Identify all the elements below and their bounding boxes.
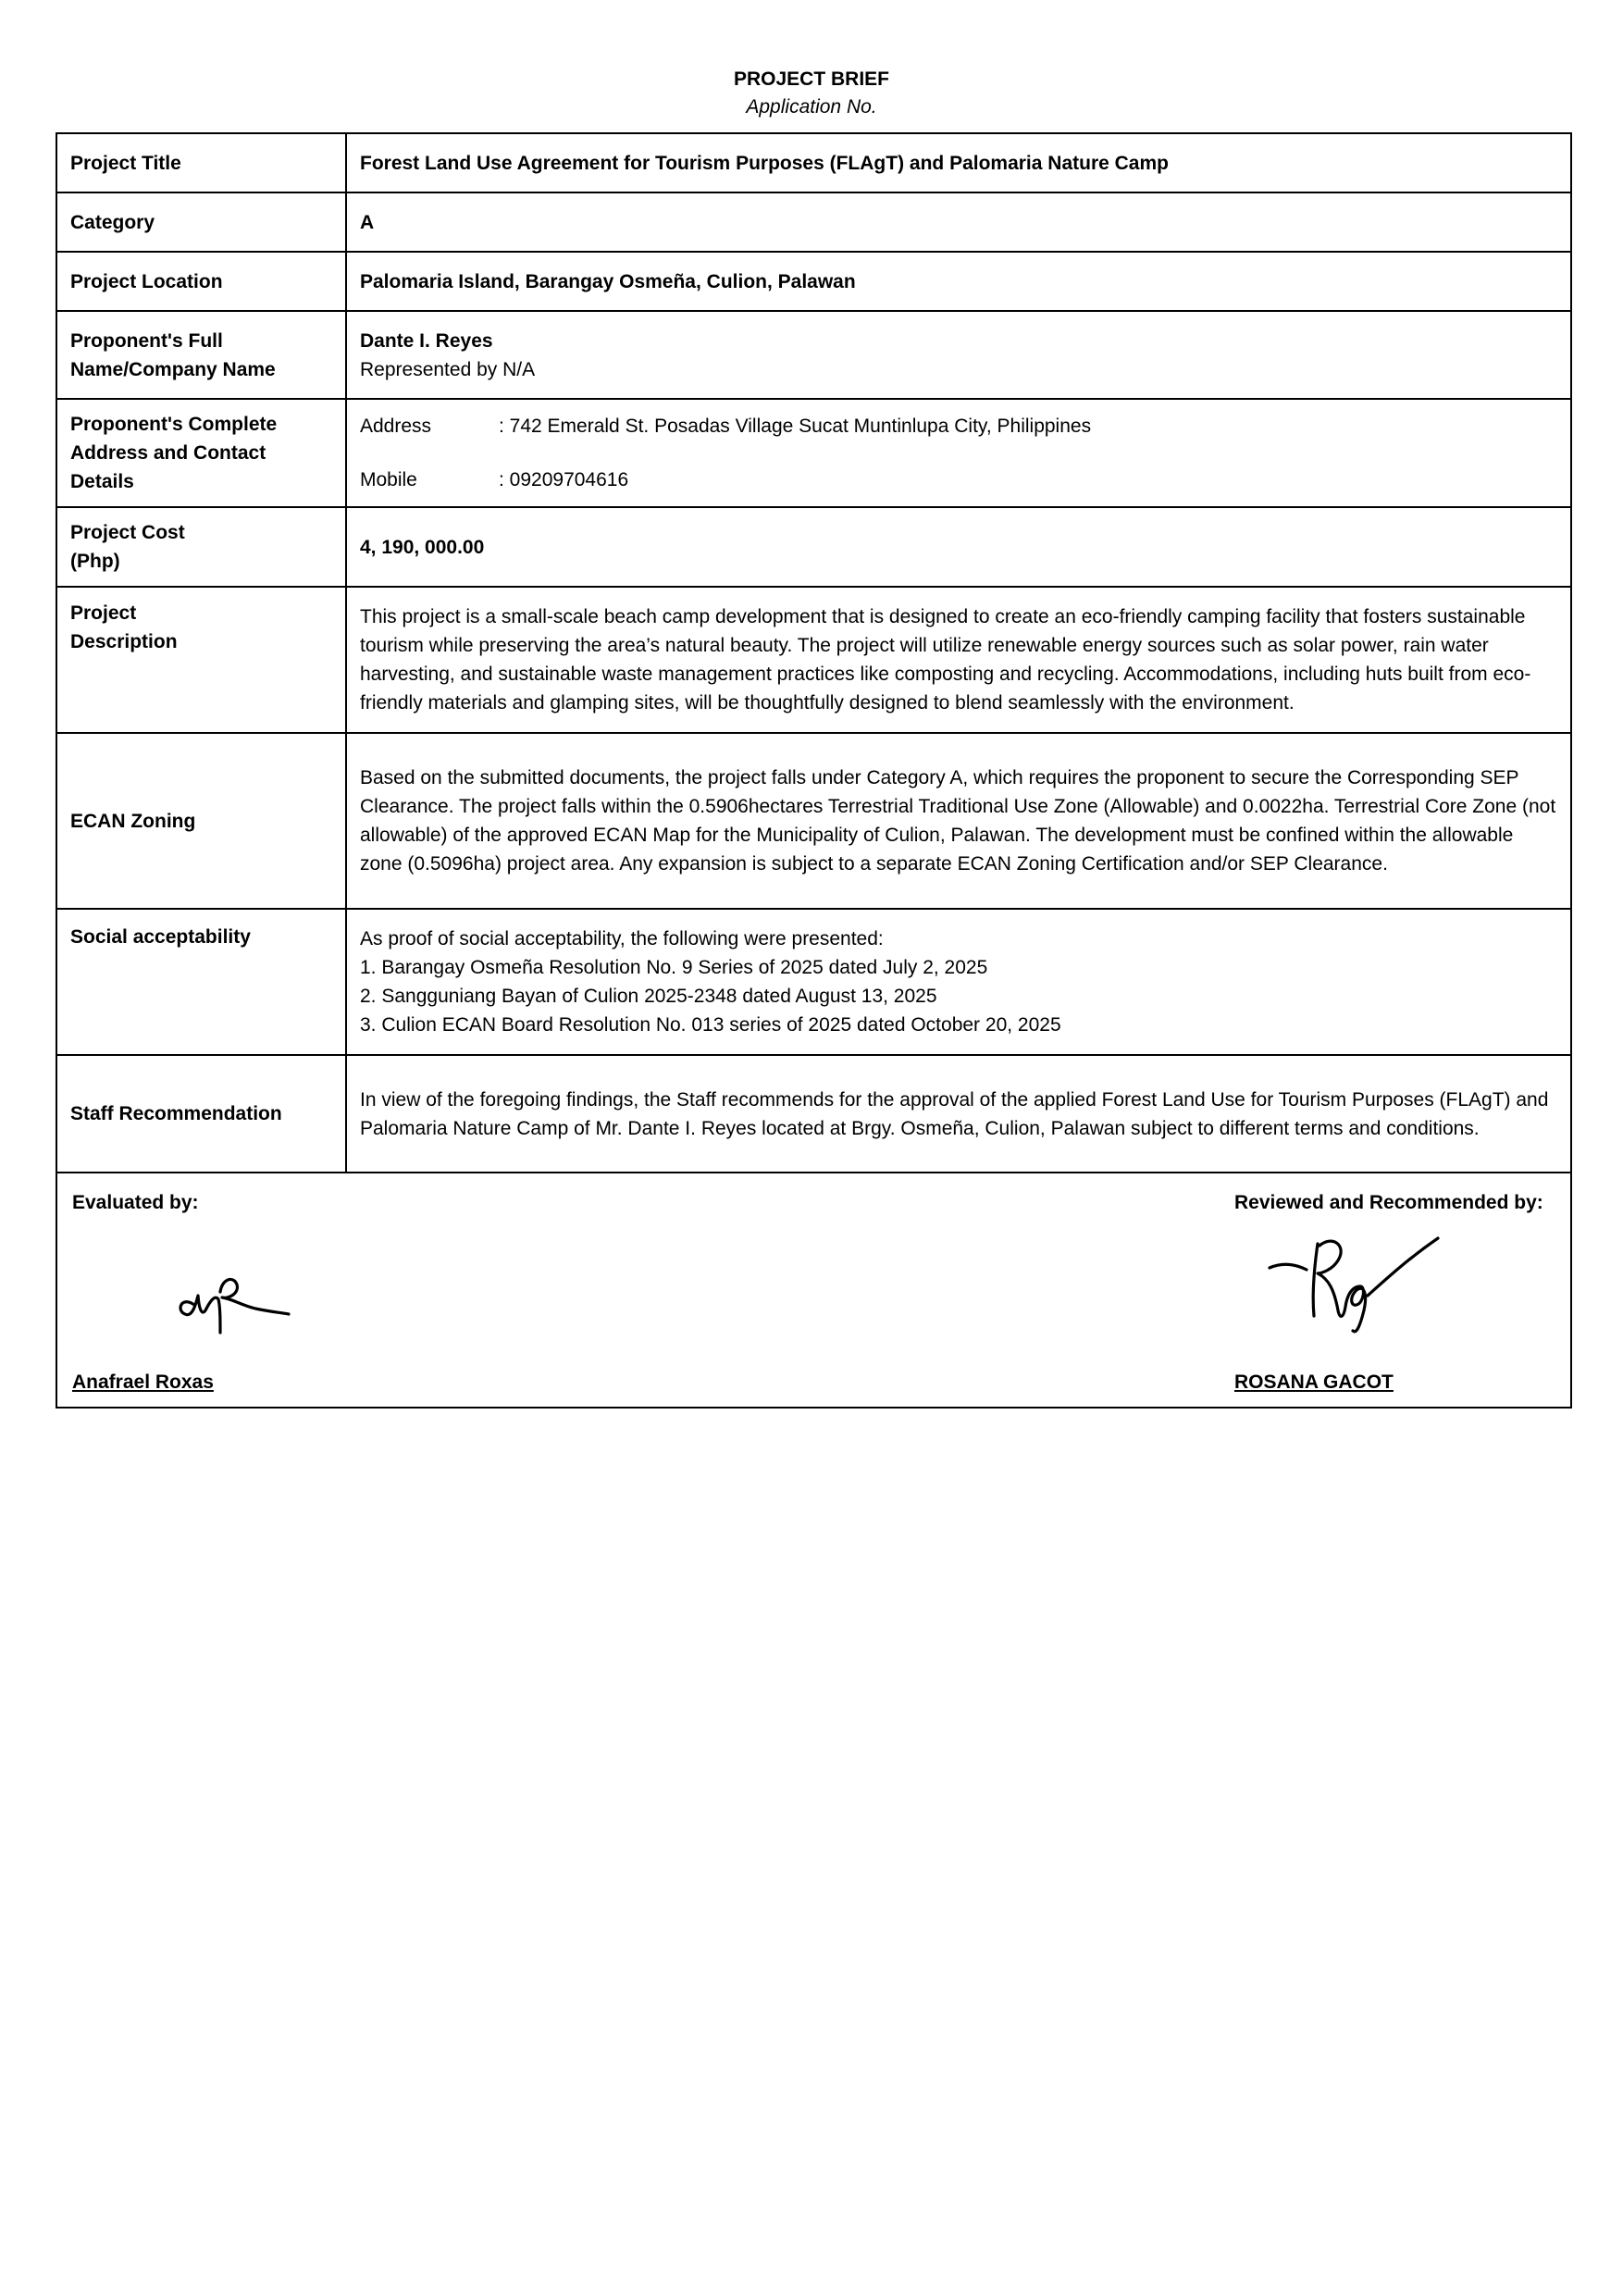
reviewer-signature (1260, 1229, 1538, 1359)
proponent-represented: Represented by N/A (360, 358, 536, 380)
mobile-line (360, 465, 1557, 494)
social-label: Social acceptability (56, 909, 346, 1055)
social-item: 3. Culion ECAN Board Resolution No. 013 series of 2025 dated October 20, 2025 (360, 1014, 1061, 1036)
application-number-label: Application No. (746, 96, 877, 118)
evaluated-by-label: Evaluated by: (72, 1192, 199, 1213)
contact-label: Proponent's Complete Address and Contact Details (56, 399, 346, 507)
row-proponent (56, 311, 1571, 399)
address-line (360, 412, 1557, 441)
description-value: This project is a small-scale beach camp development that is designed to create an eco-friendly camping facility that fosters sustainable tourism while preserving the area’s natural beauty. The project will utilize renewable energy sources such as solar power, rain water harvesting, and sustainable waste management practices like composting and recycling. Accommodations, including huts built from eco-friendly materials and glamping sites, will be thoughtfully designed to blend seamlessly with the environment. (346, 587, 1571, 733)
category-label: Category (56, 192, 346, 252)
project-title-value: Forest Land Use Agreement for Tourism Purposes (FLAgT) and Palomaria Nature Camp (346, 133, 1571, 192)
project-title-label: Project Title (56, 133, 346, 192)
row-ecan (56, 733, 1571, 909)
contact-value (346, 399, 1571, 507)
row-social (56, 909, 1571, 1055)
location-value: Palomaria Island, Barangay Osmeña, Culion, Palawan (346, 252, 1571, 311)
document-header (0, 67, 1623, 120)
address-value: : 742 Emerald St. Posadas Village Sucat Muntinlupa City, Philippines (499, 416, 1092, 437)
evaluator-name: Anafrael Roxas (72, 1371, 214, 1393)
evaluator-signature (168, 1247, 353, 1340)
cost-value: 4, 190, 000.00 (346, 507, 1571, 587)
ecan-value: Based on the submitted documents, the project falls under Category A, which requires the proponent to secure the Corresponding SEP Clearance. The project falls within the 0.5906hectares Terrestrial Traditional Use Zone (Allowable) and 0.0022ha. Terrestrial Core Zone (not allowable) of the approved ECAN Map for the Municipality of Culion, Palawan. The development must be confined within the allowable zone (0.5096ha) project area. Any expansion is subject to a separate ECAN Zoning Certification and/or SEP Clearance. (346, 733, 1571, 909)
social-item: 2. Sangguniang Bayan of Culion 2025-2348 dated August 13, 2025 (360, 986, 937, 1007)
reviewed-by-label: Reviewed and Recommended by: (1234, 1192, 1543, 1213)
row-recommendation (56, 1055, 1571, 1173)
document-title: PROJECT BRIEF (733, 68, 890, 90)
location-label: Project Location (56, 252, 346, 311)
recommendation-label: Staff Recommendation (56, 1055, 346, 1173)
row-cost (56, 507, 1571, 587)
signature-block (56, 1173, 1571, 1408)
mobile-key: Mobile (360, 469, 417, 490)
row-location (56, 252, 1571, 311)
proponent-value (346, 311, 1571, 399)
social-value (346, 909, 1571, 1055)
project-brief-table (56, 132, 1572, 1409)
row-category (56, 192, 1571, 252)
category-value: A (346, 192, 1571, 252)
mobile-value: : 09209704616 (499, 469, 629, 490)
social-item: 1. Barangay Osmeña Resolution No. 9 Series of 2025 dated July 2, 2025 (360, 957, 988, 978)
social-intro: As proof of social acceptability, the following were presented: (360, 928, 884, 949)
address-key: Address (360, 416, 432, 437)
row-description (56, 587, 1571, 733)
proponent-name: Dante I. Reyes (360, 329, 493, 352)
recommendation-value: In view of the foregoing findings, the Staff recommends for the approval of the applied Forest Land Use for Tourism Purposes (FLAgT) and Palomaria Nature Camp of Mr. Dante I. Reyes located at Brgy. Osmeña, Culion, Palawan subject to different terms and conditions. (346, 1055, 1571, 1173)
row-contact (56, 399, 1571, 507)
description-label: Project Description (56, 587, 346, 733)
cost-label: Project Cost (Php) (56, 507, 346, 587)
row-project-title (56, 133, 1571, 192)
ecan-label: ECAN Zoning (56, 733, 346, 909)
row-signatures (56, 1173, 1571, 1408)
proponent-label: Proponent's Full Name/Company Name (56, 311, 346, 399)
reviewer-name: ROSANA GACOT (1234, 1371, 1394, 1393)
